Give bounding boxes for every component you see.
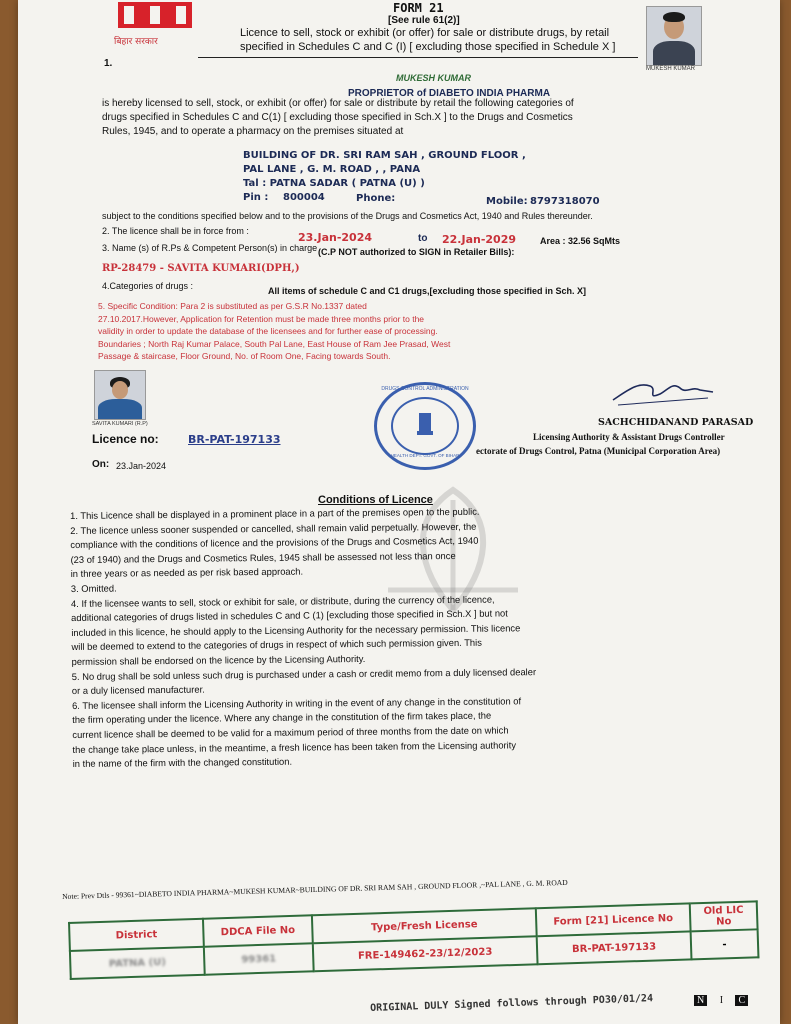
rp-name: RP-28479 - SAVITA KUMARI(DPH,) [102,263,300,274]
licensee-body-line2: drugs specified in Schedules C and C(1) [ excluding those specified in Sch.X ] to the Drugs and Cosmetics [102,112,573,123]
seal-bottom-text: HEALTH DEPT. GOVT. OF BIHAR [390,453,460,458]
table-cell: BR-PAT-197133 [537,931,692,964]
valid-to-label: to [418,233,428,244]
condition-line: additional categories of drugs listed in schedules C and C (1) [excluding those specified in Sch.X ] but not [71,607,508,624]
condition-line: (23 of 1940) and the Drugs and Cosmetics Rules, 1945 shall be assessed not less than once [70,549,456,565]
subject-line: subject to the conditions specified below and to the provisions of the Drugs and Cosmetics Act, 1940 and Rules thereunder. [102,211,593,221]
table-header-cell: Type/Fresh License [312,908,537,943]
item-number: 1. [104,58,113,69]
issue-on-date: 23.Jan-2024 [116,461,167,471]
condition-line: included in this licence, he should apply to the Licensing Authority for the necessary permission. This licence [71,622,521,638]
mobile-label: Mobile: [486,196,528,207]
bottom-marks [694,990,748,1008]
footer-note: Note: Prev Dtls - 99361~DIABETO INDIA PHARMA~MUKESH KUMAR~BUILDING OF DR. SRI RAM SAH , GROUND FLOOR ,~PAL LANE , G. M. ROAD [62,877,568,901]
bottom-signed-text [370,993,653,1014]
bottom-mark: C [735,995,748,1006]
condition-line: current licence shall be deemed to be valid for a maximum period of three months from the date on which [72,724,509,740]
authority-signature [608,372,718,412]
special-condition-line: validity in order to update the database of the licensees and for further ease of processing. [98,326,438,336]
licence-no-value: BR-PAT-197133 [188,433,281,446]
drugs-control-seal [374,382,476,470]
licence-details-table [68,900,759,980]
table-cell: - [691,929,759,959]
bottom-mark: N [694,995,707,1006]
valid-from-date: 23.Jan-2024 [298,231,373,244]
table-cell: 99361 [204,943,314,974]
special-condition-line: 5. Specific Condition: Para 2 is substituted as per G.S.R No.1337 dated [98,301,367,311]
categories-label: 4.Categories of drugs : [102,281,194,291]
special-condition [98,300,518,363]
table-cell: FRE-149462-23/12/2023 [313,936,538,971]
condition-line: compliance with the conditions of licence and the provisions of the Drugs and Cosmetics Act, 1940 [70,534,479,551]
authority-office: ectorate of Drugs Control, Patna (Municipal Corporation Area) [476,446,721,456]
rp-photo [94,370,146,420]
form-subtitle-line1: Licence to sell, stock or exhibit (or offer) for sale or distribute drugs, by retail [240,27,610,39]
licence-no-label: Licence no: [92,432,159,446]
categories-value: All items of schedule C and C1 drugs,[excluding those specified in Sch. X] [268,286,587,296]
phone-label: Phone: [356,193,396,204]
rps-label: 3. Name (s) of R.Ps & Competent Person(s) in charge [102,243,318,253]
valid-to-date: 22.Jan-2029 [442,233,517,246]
condition-line: 1. This Licence shall be displayed in a prominent place in a part of the premises open to the public. [70,505,480,521]
form-subtitle-line2: specified in Schedules C and C (I) [ excluding those specified in Schedule X ] [240,41,616,53]
proprietor-photo-caption: MUKESH KUMAR [646,66,696,72]
pin-label: Pin : [243,192,269,203]
bihar-emblem-logo [110,0,200,50]
mobile-value: 8797318070 [530,196,600,207]
bottom-mark: I [719,995,724,1006]
form-title: FORM 21 [393,1,444,15]
condition-line: the firm operating under the licence. Where any change in the constitution of the firm takes place, the [72,709,492,726]
issue-on-label: On: [92,459,110,470]
bottom-signed-label: ORIGINAL DULY Signed follows through PO [370,994,606,1014]
condition-line: 3. Omitted. [70,582,117,594]
condition-line: in three years or as needed as per risk based approach. [70,565,304,580]
rp-photo-caption: SAVITA KUMARI (R.P) [92,421,148,427]
in-force-label: 2. The licence shall be in force from : [102,226,249,236]
condition-line: or a duly licensed manufacturer. [71,683,205,697]
header-rule [198,57,638,58]
emblem-caption: बिहार सरकार [114,37,158,47]
address-line2: PAL LANE , G. M. ROAD , , PANA [243,164,421,175]
table-header-cell: Old LIC No [690,901,758,931]
condition-line: in the name of the firm with the changed constitution. [72,755,293,770]
authority-name: SACHCHIDANAND PARASAD [598,417,754,428]
seal-top-text: DRUGS CONTROL ADMINISTRATION [381,386,469,392]
condition-line: 2. The licence unless sooner suspended or cancelled, shall remain valid perpetually. However, the [70,520,477,536]
table-header-cell: DDCA File No [203,915,313,946]
condition-line: will be deemed to extend to the categories of drugs in respect of which such permission given. This [71,637,482,653]
table-header-cell: District [69,919,204,951]
condition-line: 6. The licensee shall inform the Licensing Authority in writing in the event of any change in the constitution of [71,695,522,711]
seal-emblem [415,409,435,439]
area-value: Area : 32.56 SqMts [540,236,621,246]
bottom-signed-date: 30/01/24 [604,993,654,1006]
condition-line: permission shall be endorsed on the licence by the Licensing Authority. [71,652,366,667]
address-line1: BUILDING OF DR. SRI RAM SAH , GROUND FLOOR , [243,150,526,161]
special-condition-line: 27.10.2017.However, Application for Retention must be made three months prior to the [98,313,425,324]
conditions-heading: Conditions of Licence [318,494,433,506]
condition-line: the change take place unless, in the meantime, a fresh licence has been taken from the Licensing authority [72,738,517,755]
pin-value: 800004 [283,192,325,203]
rps-note: (C.P NOT authorized to SIGN in Retailer Bills): [318,247,515,257]
condition-line: 5. No drug shall be sold unless such drug is purchased under a cash or credit memo from a duly licensed dealer [71,665,537,682]
condition-line: 4. If the licensee wants to sell, stock or exhibit for sale, or distribute, during the currency of the licence, [70,593,495,609]
special-condition-line: Boundaries ; North Raj Kumar Palace, South Pal Lane, East House of Ram Jee Prasad, West [98,338,451,349]
proprietor-line: PROPRIETOR of DIABETO INDIA PHARMA [348,88,551,99]
conditions-list [70,504,563,772]
rule-reference: [See rule 61(2)] [388,15,460,26]
proprietor-photo [646,6,702,66]
table-header-cell: Form [21] Licence No [536,903,691,936]
licensee-name: MUKESH KUMAR [396,73,471,83]
licensee-body-line1: is hereby licensed to sell, stock, or exhibit (or offer) for sale or distribute by retail the following categories of [102,98,574,109]
licence-document [18,0,780,1024]
licensee-body-line3: Rules, 1945, and to operate a pharmacy on the premises situated at [102,126,404,137]
table-cell: PATNA (U) [70,947,205,979]
special-condition-line: Passage & staircase, Floor Ground, No. of Room One, Facing towards South. [98,351,391,361]
address-line3: Tal : PATNA SADAR ( PATNA (U) ) [243,178,425,189]
authority-title: Licensing Authority & Assistant Drugs Controller [533,432,725,442]
